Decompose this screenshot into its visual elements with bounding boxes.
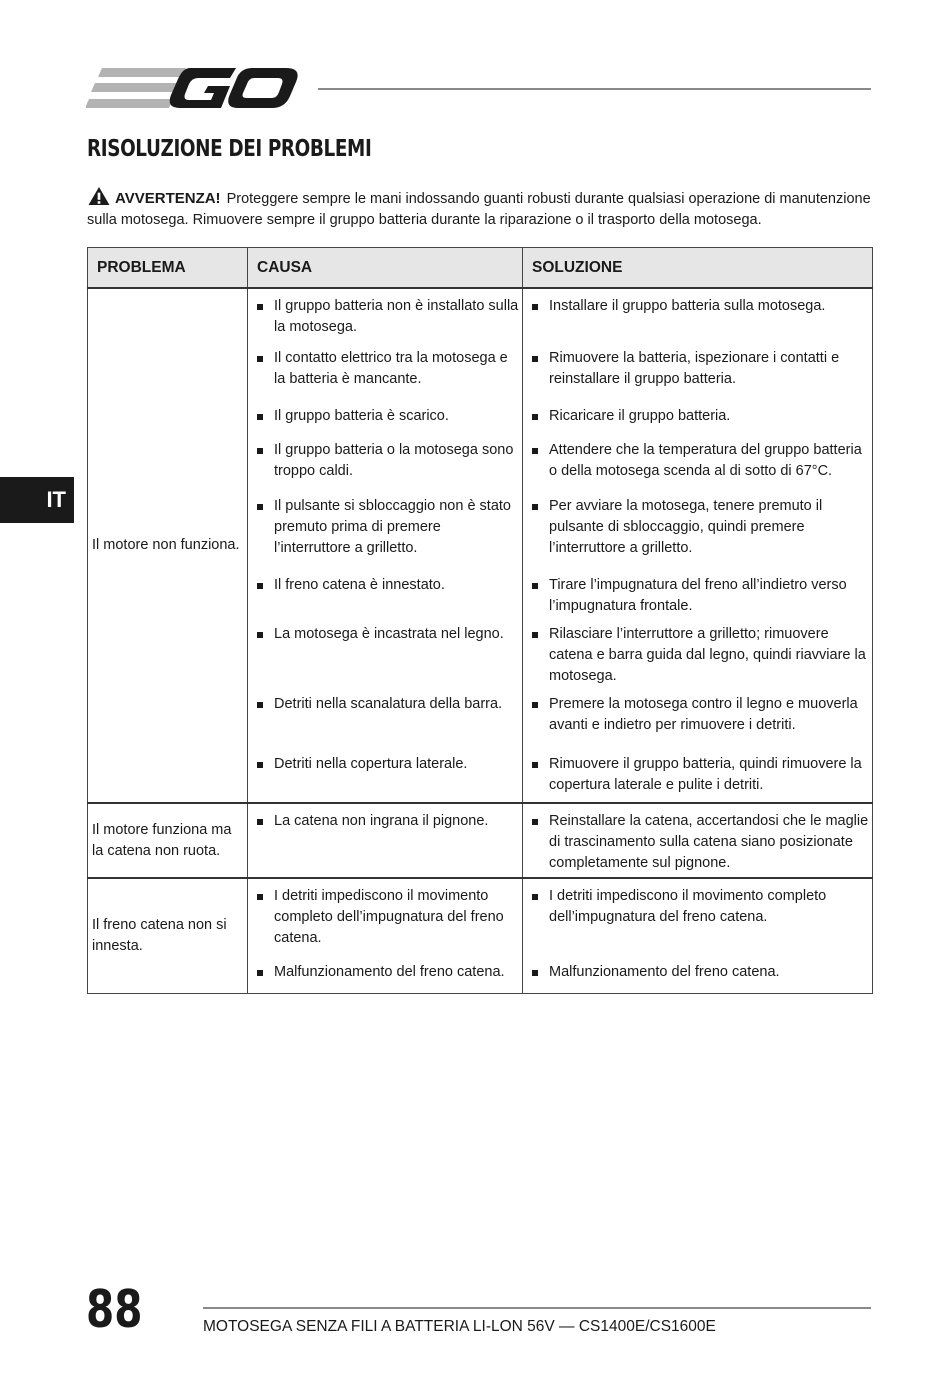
cause-text: Il freno catena è innestato. (274, 577, 445, 593)
ego-logo (86, 62, 301, 114)
warning-paragraph (87, 186, 877, 231)
problem-cell: Il freno catena non si innesta. (88, 878, 248, 994)
bullet-icon (257, 819, 263, 825)
table-row (88, 288, 873, 803)
cause-text: Il gruppo batteria non è installato sulla la motosega. (274, 298, 519, 335)
solution-text: I detriti impediscono il movimento completo dell’impugnatura del freno catena. (549, 888, 827, 925)
header-rule (318, 88, 871, 90)
bullet-icon (257, 762, 263, 768)
warning-text: Proteggere sempre le mani indossando guanti robusti durante qualsiasi operazione di manutenzione sulla motosega. Rimuovere sempre il gruppo batteria durante la riparazione o il trasporto della motosega. (87, 191, 871, 228)
page-number: 88 (86, 1280, 143, 1340)
bullet-icon (532, 894, 538, 900)
troubleshooting-table (87, 247, 873, 994)
bullet-icon (532, 819, 538, 825)
solution-cell (523, 878, 873, 994)
solution-text: Malfunzionamento del freno catena. (549, 964, 780, 980)
bullet-icon (257, 894, 263, 900)
problem-cell: Il motore non funziona. (88, 288, 248, 803)
warning-label: AVVERTENZA! (115, 190, 221, 207)
bullet-icon (257, 970, 263, 976)
cause-cell (248, 288, 523, 803)
cause-text: Il contatto elettrico tra la motosega e la batteria è mancante. (274, 350, 508, 387)
cause-cell (248, 878, 523, 994)
bullet-icon (257, 448, 263, 454)
solution-text: Reinstallare la catena, accertandosi che le maglie di trascinamento sulla catena siano posizionate completamente sul pignone. (549, 813, 869, 871)
cause-text: La motosega è incastrata nel legno. (274, 626, 504, 642)
bullet-icon (532, 970, 538, 976)
header-soluzione: SOLUZIONE (523, 248, 873, 289)
cause-text: Detriti nella copertura laterale. (274, 756, 468, 772)
cause-text: Detriti nella scanalatura della barra. (274, 696, 503, 712)
bullet-icon (257, 504, 263, 510)
table-row (88, 803, 873, 878)
bullet-icon (532, 504, 538, 510)
solution-text: Premere la motosega contro il legno e muoverla avanti e indietro per rimuovere i detriti. (549, 696, 858, 733)
cause-text: Malfunzionamento del freno catena. (274, 964, 505, 980)
solution-text: Installare il gruppo batteria sulla motosega. (549, 298, 826, 314)
language-tab: IT (0, 477, 74, 523)
bullet-icon (532, 356, 538, 362)
bullet-icon (532, 583, 538, 589)
footer-rule (203, 1307, 871, 1309)
cause-text: La catena non ingrana il pignone. (274, 813, 489, 829)
cause-cell (248, 803, 523, 878)
solution-text: Rimuovere il gruppo batteria, quindi rimuovere la copertura laterale e pulite i detriti. (549, 756, 862, 793)
bullet-icon (532, 414, 538, 420)
solution-text: Ricaricare il gruppo batteria. (549, 408, 731, 424)
solution-cell (523, 288, 873, 803)
solution-text: Per avviare la motosega, tenere premuto il pulsante di sbloccaggio, quindi premere l’interruttore a grilletto. (549, 498, 823, 556)
problem-cell: Il motore funziona ma la catena non ruota. (88, 803, 248, 878)
bullet-icon (532, 448, 538, 454)
solution-text: Rimuovere la batteria, ispezionare i contatti e reinstallare il gruppo batteria. (549, 350, 840, 387)
bullet-icon (257, 702, 263, 708)
cause-text: Il pulsante si sbloccaggio non è stato premuto prima di premere l’interruttore a grilletto. (274, 498, 511, 556)
bullet-icon (257, 583, 263, 589)
page-title: RISOLUZIONE DEI PROBLEMI (87, 136, 372, 162)
solution-text: Tirare l’impugnatura del freno all’indietro verso l’impugnatura frontale. (549, 577, 847, 614)
cause-text: Il gruppo batteria o la motosega sono troppo caldi. (274, 442, 514, 479)
warning-triangle-icon (87, 186, 111, 206)
bullet-icon (257, 632, 263, 638)
bullet-icon (532, 762, 538, 768)
solution-text: Attendere che la temperatura del gruppo batteria o della motosega scenda al di sotto di 67°C. (549, 442, 862, 479)
bullet-icon (257, 356, 263, 362)
header-causa: CAUSA (248, 248, 523, 289)
table-row (88, 878, 873, 994)
cause-text: Il gruppo batteria è scarico. (274, 408, 449, 424)
bullet-icon (257, 304, 263, 310)
bullet-icon (257, 414, 263, 420)
footer-text: MOTOSEGA SENZA FILI A BATTERIA LI-LON 56V — CS1400E/CS1600E (203, 1318, 716, 1335)
header-problema: PROBLEMA (88, 248, 248, 289)
table-header-row (88, 248, 873, 289)
bullet-icon (532, 304, 538, 310)
solution-text: Rilasciare l’interruttore a grilletto; rimuovere catena e barra guida dal legno, quindi riavviare la motosega. (549, 626, 866, 684)
bullet-icon (532, 702, 538, 708)
solution-cell (523, 803, 873, 878)
cause-text: I detriti impediscono il movimento completo dell’impugnatura del freno catena. (274, 888, 504, 946)
bullet-icon (532, 632, 538, 638)
